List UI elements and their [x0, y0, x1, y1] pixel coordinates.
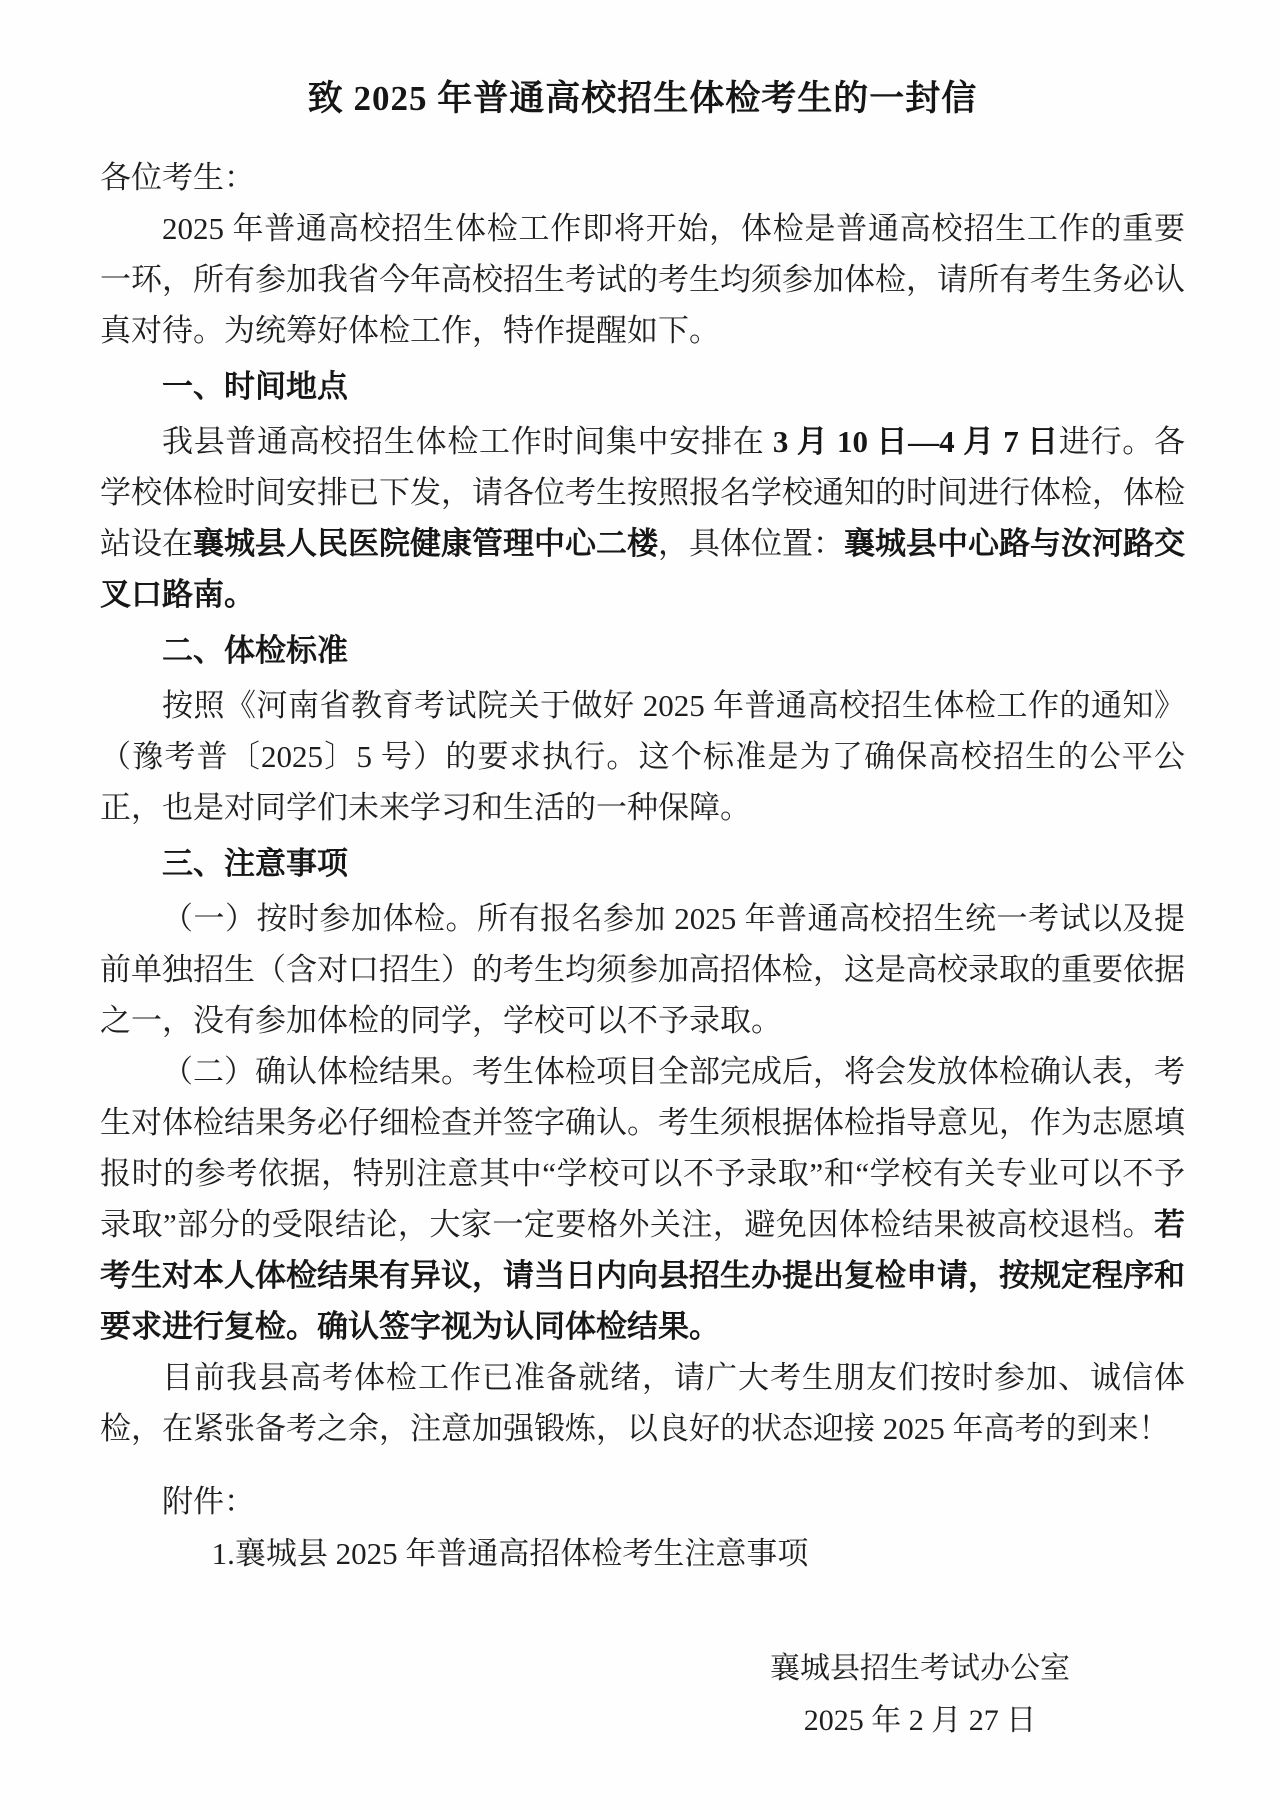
letter-body: [100, 203, 1185, 1454]
section-heading: [100, 625, 1185, 676]
attachment-section: [100, 1476, 1185, 1579]
text-run: 我县普通高校招生体检工作时间集中安排在: [162, 424, 773, 459]
text-run: 三、注意事项: [162, 846, 348, 881]
section-heading: [100, 361, 1185, 412]
paragraph: [100, 416, 1185, 620]
paragraph: [100, 1352, 1185, 1454]
paragraph: [100, 893, 1185, 1046]
text-run: 按照《河南省教育考试院关于做好 2025 年普通高校招生体检工作的通知》（豫考普〔2025〕5 号）的要求执行。这个标准是为了确保高校招生的公平公正，也是对同学们未来学习和生活的一种保障。: [100, 688, 1185, 825]
text-run: 襄城县人民医院健康管理中心二楼: [193, 526, 658, 561]
text-run: 2025 年普通高校招生体检工作即将开始，体检是普通高校招生工作的重要一环，所有参加我省今年高校招生考试的考生均须参加体检，请所有考生务必认真对待。为统筹好体检工作，特作提醒如下。: [100, 211, 1185, 348]
paragraph: [100, 203, 1185, 356]
text-run: （二）确认体检结果。考生体检项目全部完成后，将会发放体检确认表，考生对体检结果务必仔细检查并签字确认。考生须根据体检指导意见，作为志愿填报时的参考依据，特别注意其中“学校可以不予录取”和“学校有关专业可以不予录取”部分的受限结论，大家一定要格外关注，避免因体检结果被高校退档。: [100, 1054, 1185, 1242]
text-run: 二、体检标准: [162, 633, 348, 668]
salutation: 各位考生：: [100, 160, 255, 195]
text-run: （一）按时参加体检。所有报名参加 2025 年普通高校招生统一考试以及提前单独招生（含对口招生）的考生均须参加高招体检，这是高校录取的重要依据之一，没有参加体检的同学，学校可以不予录取。: [100, 901, 1185, 1038]
signature-block: [770, 1643, 1070, 1747]
text-run: 一、时间地点: [162, 369, 348, 404]
signature-date: 2025 年 2 月 27 日: [803, 1704, 1037, 1737]
letter-title: 致 2025 年普通高校招生体检考生的一封信: [307, 79, 978, 118]
text-run: 目前我县高考体检工作已准备就绪，请广大考生朋友们按时参加、诚信体检，在紧张备考之余，注意加强锻炼，以良好的状态迎接 2025 年高考的到来！: [100, 1360, 1185, 1446]
paragraph: [100, 1046, 1185, 1352]
text-run: 进行。各学校体检时间安排已下发，请各位考生按照报名学校通知的时间进行体检，体检站设在: [100, 424, 1186, 561]
text-run: ，具体位置：: [658, 526, 844, 561]
text-run: 3 月 10 日—4 月 7 日: [772, 424, 1059, 459]
section-heading: [100, 838, 1185, 889]
attachment-label: 附件：: [162, 1484, 255, 1519]
text-run: 若考生对本人体检结果有异议，请当日内向县招生办提出复检申请，按规定程序和要求进行复检。确认签字视为认同体检结果。: [100, 1207, 1185, 1344]
paragraph: [100, 680, 1185, 833]
signature-org: 襄城县招生考试办公室: [770, 1652, 1070, 1685]
attachment-item: 1.襄城县 2025 年普通高招体检考生注意事项: [211, 1536, 809, 1571]
text-run: 襄城县中心路与汝河路交叉口路南。: [100, 526, 1185, 612]
